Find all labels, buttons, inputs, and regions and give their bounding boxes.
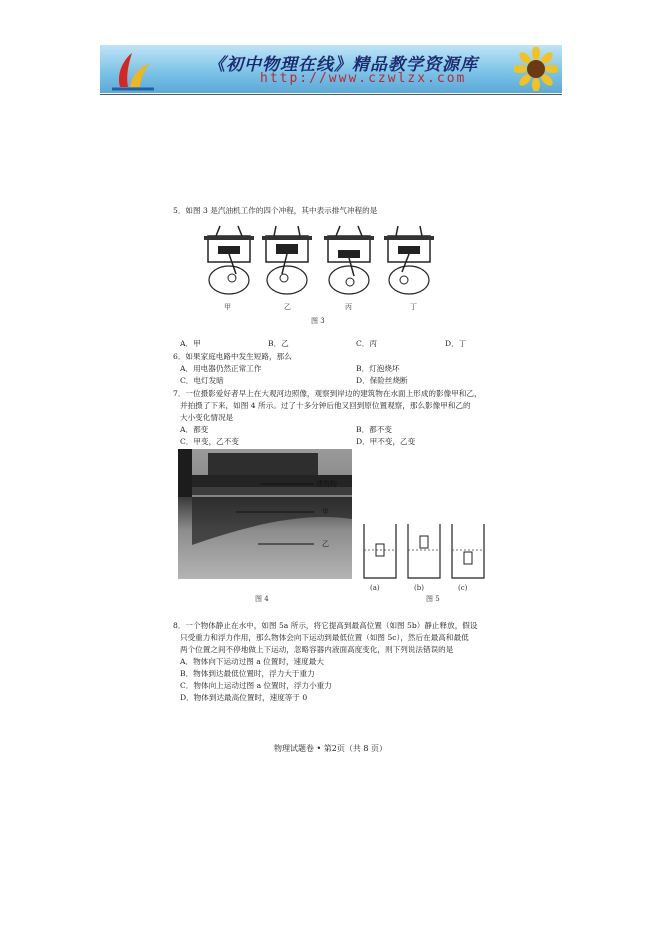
q8-stem-line-3: 两个位置之间不停地做上下运动，忽略容器内液面高度变化，则下列说法错误的是	[180, 645, 454, 654]
q8-stem-line-1: 8．一个物体静止在水中，如图 5a 所示，将它提高到最高位置（如图 5b）静止释放，假设	[173, 621, 478, 630]
engine-label-ding: 丁	[410, 303, 417, 311]
engine-label-bing: 丙	[345, 303, 352, 311]
q6-option-d[interactable]: D．保险丝烧断	[356, 376, 408, 385]
q5-option-d[interactable]: D．丁	[445, 339, 467, 348]
beaker-a	[362, 524, 398, 580]
q7-option-b[interactable]: B．都不变	[356, 425, 392, 434]
q6-stem: 6．如果家庭电路中发生短路，那么	[173, 352, 292, 361]
engine-diagram-ding	[380, 222, 438, 300]
q8-option-a[interactable]: A．物体向下运动过图 a 位置时，速度最大	[180, 657, 324, 666]
engine-label-jia: 甲	[224, 303, 231, 311]
engine-label-yi: 乙	[284, 303, 291, 311]
q6-option-a[interactable]: A．用电器仍然正常工作	[180, 364, 262, 373]
q8-stem-line-2: 只受重力和浮力作用，那么物体会向下运动到最低位置（如图 5c），然后在最高和最低	[180, 633, 469, 642]
q8-option-d[interactable]: D．物体到达最高位置时，速度等于 0	[180, 693, 308, 702]
q7-stem-line-1: 7．一位摄影爱好者早上在大观河边照像，观察到岸边的建筑物在水面上形成的影像甲和乙，	[173, 389, 482, 398]
q5-option-a[interactable]: A．甲	[180, 339, 201, 348]
q6-option-c[interactable]: C．电灯发暗	[180, 376, 224, 385]
site-logo	[106, 49, 158, 91]
photo-label-jia: 甲	[322, 508, 329, 516]
engine-diagram-bing	[320, 222, 378, 300]
q7-stem-line-3: 大小变化情况是	[180, 413, 234, 422]
q7-option-d[interactable]: D．甲不变，乙变	[356, 437, 416, 446]
photo-label-yi: 乙	[322, 540, 329, 548]
q8-option-c[interactable]: C．物体向上运动过图 a 位置时，浮力小重力	[180, 681, 332, 690]
header-banner	[100, 45, 562, 93]
q6-option-b[interactable]: B．灯泡烧坏	[356, 364, 400, 373]
q7-option-c[interactable]: C．甲变，乙不变	[180, 437, 239, 446]
beaker-label-c: (c)	[458, 584, 468, 592]
q5-stem: 5．如图 3 是汽油机工作的四个冲程，其中表示排气冲程的是	[173, 206, 378, 215]
banner-title: 《初中物理在线》精品教学资源库	[208, 55, 478, 75]
q8-option-b[interactable]: B．物体到达最低位置时，浮力大于重力	[180, 669, 315, 678]
figure-4-caption: 图 4	[255, 595, 269, 603]
q7-option-a[interactable]: A．都变	[180, 425, 209, 434]
figure-3-caption: 图 3	[311, 317, 325, 325]
banner-url[interactable]: http://www.czwlzx.com	[260, 71, 467, 86]
page-footer: 物理试题卷 • 第2页（共 8 页）	[273, 744, 388, 753]
beaker-c	[450, 524, 486, 580]
q5-option-b[interactable]: B．乙	[268, 339, 289, 348]
photo-label-building: 建筑物	[316, 480, 337, 488]
beaker-label-b: (b)	[414, 584, 424, 592]
figure-5-caption: 图 5	[426, 595, 440, 603]
engine-diagram-yi	[258, 222, 316, 300]
sunflower-icon	[514, 47, 558, 91]
beaker-b	[406, 524, 442, 580]
q7-stem-line-2: 并拍摄了下来，如图 4 所示。过了十多分钟后他又回到原位置观察，那么影像甲和乙的	[180, 401, 471, 410]
q5-option-c[interactable]: C．丙	[356, 339, 377, 348]
beaker-label-a: (a)	[370, 584, 380, 592]
engine-diagram-jia	[200, 222, 258, 300]
banner-divider	[100, 94, 562, 95]
